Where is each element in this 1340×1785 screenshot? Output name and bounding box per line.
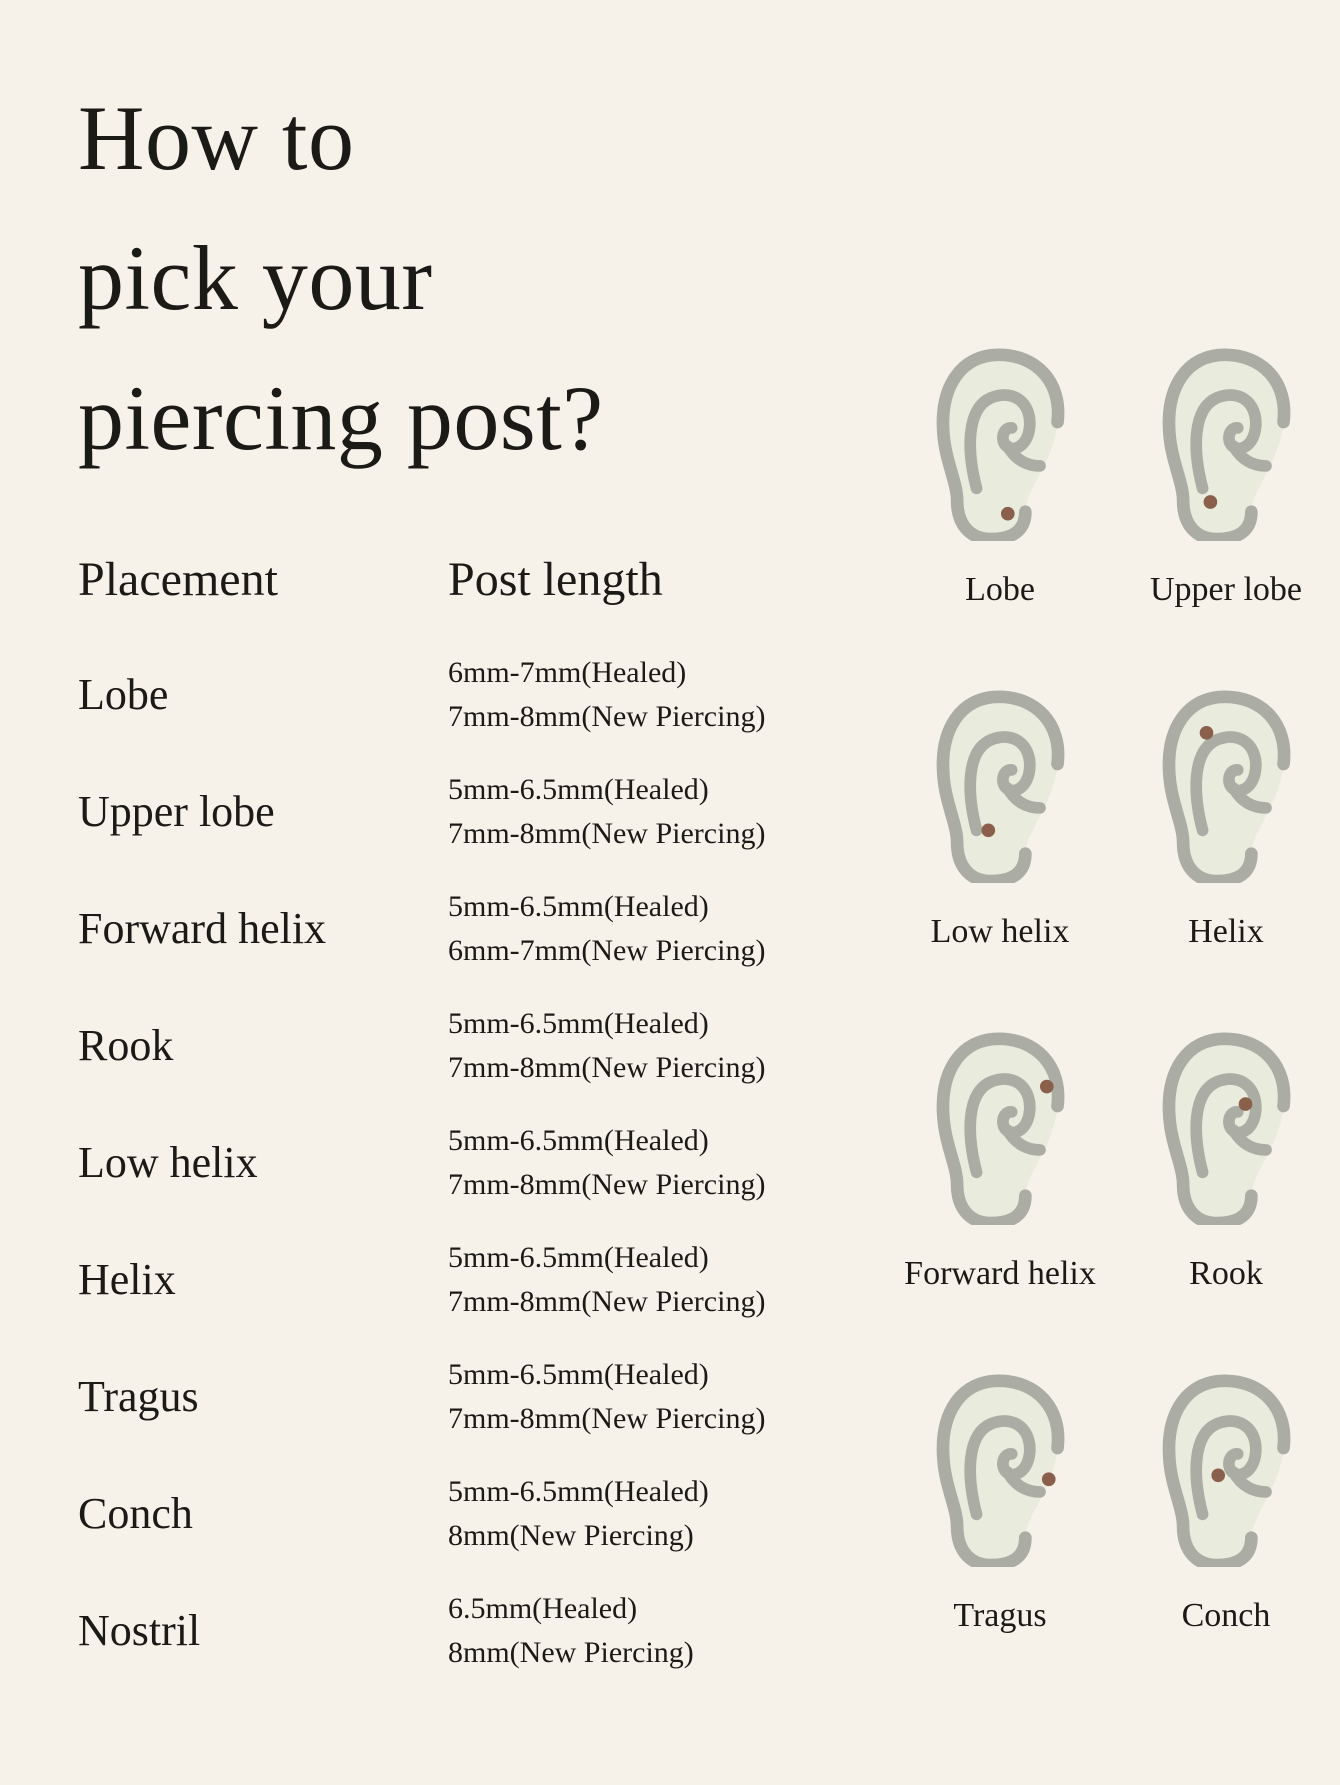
ear-diagram-lobe — [887, 346, 1113, 688]
ear-icon — [922, 1372, 1078, 1567]
ear-diagram-conch — [1113, 1372, 1339, 1714]
new-piercing-length: 7mm-8mm(New Piercing) — [448, 1167, 766, 1201]
piercing-dot — [1211, 1469, 1225, 1483]
healed-length: 5mm-6.5mm(Healed) — [448, 772, 709, 806]
placement-cell: Helix — [78, 1255, 176, 1304]
healed-length: 5mm-6.5mm(Healed) — [448, 1006, 709, 1040]
placement-cell: Lobe — [78, 670, 169, 719]
new-piercing-length: 7mm-8mm(New Piercing) — [448, 1050, 766, 1084]
healed-length: 5mm-6.5mm(Healed) — [448, 889, 709, 923]
ear-diagram-label: Helix — [1188, 913, 1264, 950]
new-piercing-length: 6mm-7mm(New Piercing) — [448, 933, 766, 967]
ear-diagram-forward-helix — [887, 1030, 1113, 1372]
ear-diagram-label: Conch — [1181, 1597, 1271, 1634]
piercing-dot — [1042, 1472, 1056, 1486]
new-piercing-length: 7mm-8mm(New Piercing) — [448, 1401, 766, 1435]
new-piercing-length: 8mm(New Piercing) — [448, 1518, 694, 1552]
ear-diagram-low-helix — [887, 688, 1113, 1030]
ear-diagram-label: Lobe — [965, 571, 1035, 608]
ear-diagram-label: Forward helix — [904, 1255, 1096, 1292]
ear-icon — [1148, 1030, 1304, 1225]
placement-cell: Rook — [78, 1021, 174, 1070]
placement-cell: Low helix — [78, 1138, 258, 1187]
new-piercing-length: 8mm(New Piercing) — [448, 1635, 694, 1669]
ear-icon — [922, 688, 1078, 883]
column-header-placement: Placement — [78, 553, 278, 606]
post-length-cell — [448, 1236, 765, 1324]
ear-icon — [1148, 688, 1304, 883]
post-length-cell — [448, 885, 765, 973]
placement-cell: Nostril — [78, 1606, 201, 1655]
healed-length: 6.5mm(Healed) — [448, 1591, 638, 1625]
ear-diagram-upper-lobe — [1113, 346, 1339, 688]
healed-length: 5mm-6.5mm(Healed) — [448, 1240, 709, 1274]
ear-diagram-grid — [887, 346, 1339, 1714]
healed-length: 5mm-6.5mm(Healed) — [448, 1123, 709, 1157]
ear-icon — [922, 1030, 1078, 1225]
ear-diagram-label: Low helix — [930, 913, 1070, 950]
healed-length: 6mm-7mm(Healed) — [448, 655, 687, 689]
post-length-cell — [448, 1470, 709, 1558]
placement-cell: Conch — [78, 1489, 193, 1538]
table-header — [78, 552, 978, 607]
piercing-dot — [1200, 726, 1214, 740]
column-header-post-length: Post length — [448, 553, 663, 606]
placement-cell: Tragus — [78, 1372, 199, 1421]
placement-cell: Forward helix — [78, 904, 327, 953]
healed-length: 5mm-6.5mm(Healed) — [448, 1357, 709, 1391]
placement-cell: Upper lobe — [78, 787, 275, 836]
ear-diagram-tragus — [887, 1372, 1113, 1714]
ear-diagram-label: Rook — [1189, 1255, 1263, 1292]
ear-diagram-label: Tragus — [953, 1597, 1047, 1634]
page-title-line: piercing post? — [78, 367, 604, 469]
new-piercing-length: 7mm-8mm(New Piercing) — [448, 699, 766, 733]
new-piercing-length: 7mm-8mm(New Piercing) — [448, 1284, 766, 1318]
ear-icon — [922, 346, 1078, 541]
healed-length: 5mm-6.5mm(Healed) — [448, 1474, 709, 1508]
post-length-cell — [448, 768, 765, 856]
page-title-line: pick your — [78, 227, 433, 329]
ear-icon — [1148, 1372, 1304, 1567]
ear-diagram-helix — [1113, 688, 1339, 1030]
page-title-line: How to — [78, 87, 355, 189]
post-length-cell — [448, 1587, 694, 1675]
post-length-cell — [448, 651, 765, 739]
new-piercing-length: 7mm-8mm(New Piercing) — [448, 816, 766, 850]
post-length-cell — [448, 1119, 765, 1207]
piercing-dot — [1001, 507, 1015, 521]
piercing-dot — [1040, 1080, 1054, 1094]
piercing-dot — [1239, 1097, 1253, 1111]
ear-icon — [1148, 346, 1304, 541]
piercing-dot — [981, 824, 995, 838]
ear-diagram-rook — [1113, 1030, 1339, 1372]
piercing-dot — [1204, 495, 1218, 509]
post-length-cell — [448, 1353, 765, 1441]
post-length-cell — [448, 1002, 765, 1090]
page-title — [78, 68, 604, 488]
ear-diagram-label: Upper lobe — [1149, 571, 1302, 608]
